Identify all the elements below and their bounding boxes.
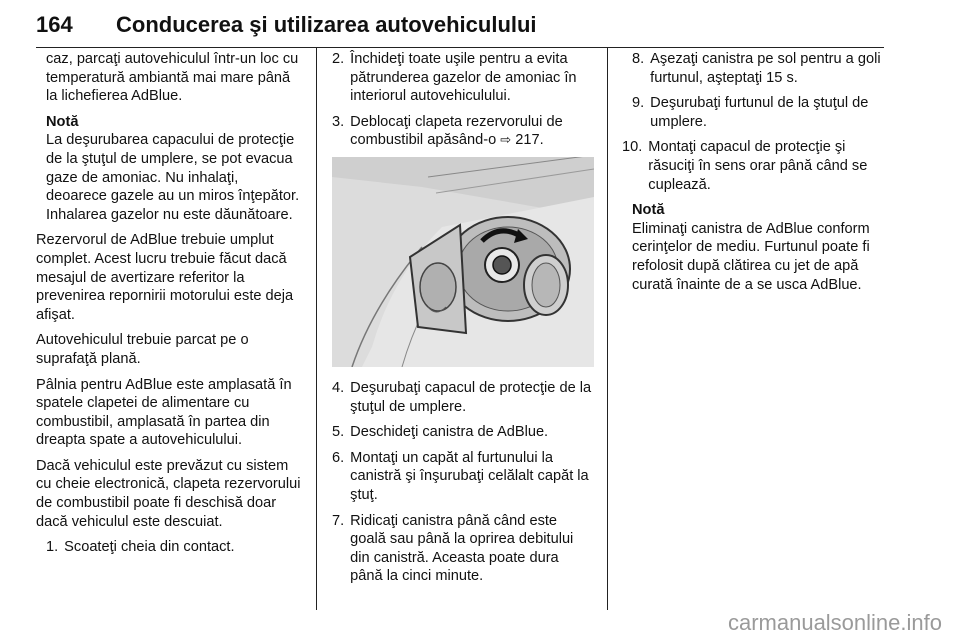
step-text: Montaţi capacul de protecţie şi răsuciţi în sens orar până când se cuplează. — [648, 139, 868, 193]
step-text-container — [350, 113, 594, 150]
step-number: 5. — [332, 424, 345, 441]
step-number: 7. — [332, 512, 345, 529]
step-text: Montaţi un capăt al furtunului la canistră şi înşurubaţi celălalt capăt la ştuţ. — [350, 449, 589, 503]
watermark: carmanualsonline.info — [727, 610, 942, 635]
step-10 — [622, 138, 888, 194]
header-divider — [36, 47, 884, 48]
page-number: 164 — [36, 12, 73, 37]
step-number: 3. — [332, 113, 345, 130]
intro-paragraph: caz, parcaţi autovehiculul într-un loc cu temperatură ambiantă mai mare până la lichefierea AdBlue. — [46, 51, 299, 105]
page-header — [36, 4, 884, 48]
fuel-flap-illustration — [332, 157, 594, 367]
paragraph-flat-surface: Autovehiculul trebuie parcat pe o suprafaţă plană. — [36, 332, 249, 367]
paragraph-funnel-location: Pâlnia pentru AdBlue este amplasată în spatele clapetei de alimentare cu combustibil, amplasată în partea din dreapta spate a autovehiculului. — [36, 376, 292, 449]
step-1 — [36, 538, 302, 557]
column-divider-1 — [316, 48, 317, 610]
note-block — [622, 201, 888, 294]
step-number: 2. — [332, 51, 345, 67]
paragraph-fill-tank: Rezervorul de AdBlue trebuie umplut complet. Acest lucru trebuie făcut dacă mesajul de avertizare referitor la prevenirea repornirii motorului este deja afişat. — [36, 232, 294, 323]
column-middle — [332, 50, 594, 593]
page-reference-arrow-icon: ⇨ — [500, 132, 512, 148]
step-7 — [332, 512, 594, 586]
step-text: Deschideţi canistra de AdBlue. — [350, 424, 549, 441]
step-text: Închideţi toate uşile pentru a evita pătrunderea gazelor de amoniac în interiorul autovehiculului. — [350, 51, 577, 105]
step-number: 9. — [632, 95, 645, 112]
step-3 — [332, 113, 594, 150]
step-text: Deşurubaţi capacul de protecţie de la ştuţul de umplere. — [350, 379, 592, 415]
step-number: 10. — [622, 139, 643, 156]
step-number: 8. — [632, 51, 645, 67]
step-number: 1. — [46, 539, 59, 556]
step-number: 4. — [332, 379, 345, 396]
step-6 — [332, 449, 594, 505]
step-4 — [332, 379, 594, 416]
note-title: Notă — [632, 202, 665, 219]
step-5 — [332, 423, 594, 442]
note-title: Notă — [46, 113, 79, 130]
column-divider-2 — [607, 48, 608, 610]
continued-text-block — [36, 50, 302, 224]
fuel-flap-drawing — [332, 157, 594, 367]
note-text: Eliminaţi canistra de AdBlue conform cerinţelor de mediu. Furtunul poate fi refolosit după clătirea cu jet de apă curată înainte de a se usca AdBlue. — [632, 220, 870, 293]
note-block — [46, 113, 302, 225]
step-text: Aşezaţi canistra pe sol pentru a goli furtunul, aşteptaţi 15 s. — [650, 51, 881, 86]
column-left — [36, 50, 302, 564]
step-text: Ridicaţi canistra până când este goală sau până la oprirea debitului din canistră. Aceasta poate dura până la cinci minute. — [350, 512, 574, 585]
step-number: 6. — [332, 449, 345, 466]
note-text: La deşurubarea capacului de protecţie de la ştuţul de umplere, se pot evacua gaze de amoniac. Nu inhalaţi, deoarece gazele au un miros înţepător. Inhalarea gazelor nu este dăunătoare. — [46, 132, 300, 223]
step-9 — [622, 94, 888, 131]
paragraph-electronic-key: Dacă vehiculul este prevăzut cu sistem cu cheie electronică, clapeta rezervorului de combustibil poate fi deschisă doar dacă vehiculul este descuiat. — [36, 457, 301, 530]
step-8 — [622, 50, 888, 87]
step-text: Scoateţi cheia din contact. — [64, 539, 235, 556]
step-text: Deblocaţi clapeta rezervorului de combustibil apăsând-o — [350, 113, 563, 149]
page-reference-link[interactable]: 217. — [515, 132, 544, 149]
page-title: Conducerea şi utilizarea autovehiculului — [116, 12, 537, 37]
step-text: Deşurubaţi furtunul de la ştuţul de umplere. — [650, 95, 869, 130]
column-right — [622, 50, 888, 301]
step-2 — [332, 50, 594, 106]
